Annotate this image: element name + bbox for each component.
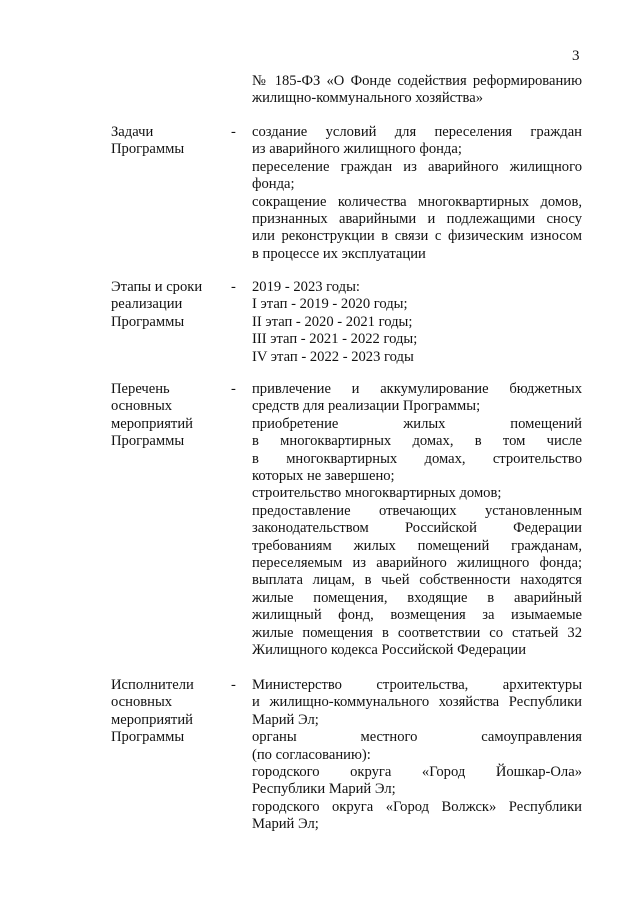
text-line: приобретение жилых помещений <box>252 415 582 432</box>
dash-separator: - <box>231 279 236 295</box>
label-line: Программы <box>111 141 185 158</box>
text-line: органы местного самоуправления <box>252 729 582 746</box>
text-line: III этап - 2021 - 2022 годы; <box>252 331 418 348</box>
text-line: Марий Эл; <box>252 711 319 728</box>
text-line: переселяемым из аварийного жилищного фонда; <box>252 555 582 572</box>
dash-separator: - <box>231 677 236 693</box>
label-line: Задачи <box>111 124 154 140</box>
label-line: Исполнители <box>111 677 194 693</box>
label-line: Перечень <box>111 381 170 397</box>
label-line: мероприятий <box>111 711 193 728</box>
text-line: которых не завершено; <box>252 468 395 485</box>
text-line: городского округа «Город Йошкар-Ола» <box>252 764 582 781</box>
label-line: основных <box>111 694 173 711</box>
row-label <box>111 381 229 451</box>
dash-separator: - <box>231 124 236 140</box>
text-line: в многоквартирных домах, в том числе <box>252 433 582 450</box>
text-line: II этап - 2020 - 2021 годы; <box>252 313 413 330</box>
text-line: средств для реализации Программы; <box>252 398 481 415</box>
text-line: выплата лицам, в чьей собственности находятся <box>252 572 582 589</box>
label-line: Программы <box>111 313 185 330</box>
row-content <box>252 124 582 263</box>
label-line: мероприятий <box>111 415 193 432</box>
label-line: реализации <box>111 296 183 313</box>
text-line: городского округа «Город Волжск» Республики <box>252 798 582 815</box>
text-line: жилищно-коммунального хозяйства» <box>252 90 484 107</box>
label-line: Программы <box>111 729 185 746</box>
text-line: фонда; <box>252 176 295 193</box>
label-line: Программы <box>111 433 185 450</box>
text-line: жилые помещения в соответствии со статьей 32 <box>252 624 582 641</box>
label-line: основных <box>111 398 173 415</box>
text-line: из аварийного жилищного фонда; <box>252 141 462 158</box>
text-line: признанных аварийными и подлежащими сносу <box>252 211 582 228</box>
text-line: создание условий для переселения граждан <box>252 124 582 140</box>
text-line: I этап - 2019 - 2020 годы; <box>252 296 408 313</box>
row-label <box>111 124 229 159</box>
text-line: требованиям жилых помещений гражданам, <box>252 537 582 554</box>
text-line: № 185-ФЗ «О Фонде содействия реформированию <box>252 73 582 89</box>
text-line: законодательством Российской Федерации <box>252 520 582 537</box>
text-line: строительство многоквартирных домов; <box>252 485 502 502</box>
text-line: или реконструкции в связи с физическим износом <box>252 228 582 245</box>
label-line: Этапы и сроки <box>111 279 203 295</box>
text-line: Марий Эл; <box>252 816 319 833</box>
page-number: 3 <box>572 48 580 64</box>
text-line: Жилищного кодекса Российской Федерации <box>252 642 527 659</box>
text-line: IV этап - 2022 - 2023 годы <box>252 348 414 365</box>
text-line: Министерство строительства, архитектуры <box>252 677 582 693</box>
text-line: жилые помещения, входящие в аварийный <box>252 589 582 606</box>
text-line: Республики Марий Эл; <box>252 781 396 798</box>
text-line: и жилищно-коммунального хозяйства Республики <box>252 694 582 711</box>
text-line: 2019 - 2023 годы: <box>252 279 360 295</box>
text-line: переселение граждан из аварийного жилищного <box>252 158 582 175</box>
row-label <box>111 279 229 331</box>
row-content <box>252 381 582 660</box>
text-line: привлечение и аккумулирование бюджетных <box>252 381 582 397</box>
dash-separator: - <box>231 381 236 397</box>
row-content <box>252 677 582 834</box>
text-line: в процессе их эксплуатации <box>252 245 426 262</box>
text-line: в многоквартирных домах, строительство <box>252 450 582 467</box>
text-line: предоставление отвечающих установленным <box>252 502 582 519</box>
row-content <box>252 279 582 366</box>
text-line: (по согласованию): <box>252 746 371 763</box>
text-line: жилищный фонд, возмещения за изымаемые <box>252 607 582 624</box>
intro-continuation <box>252 73 582 108</box>
text-line: сокращение количества многоквартирных домов, <box>252 193 582 210</box>
row-label <box>111 677 229 747</box>
